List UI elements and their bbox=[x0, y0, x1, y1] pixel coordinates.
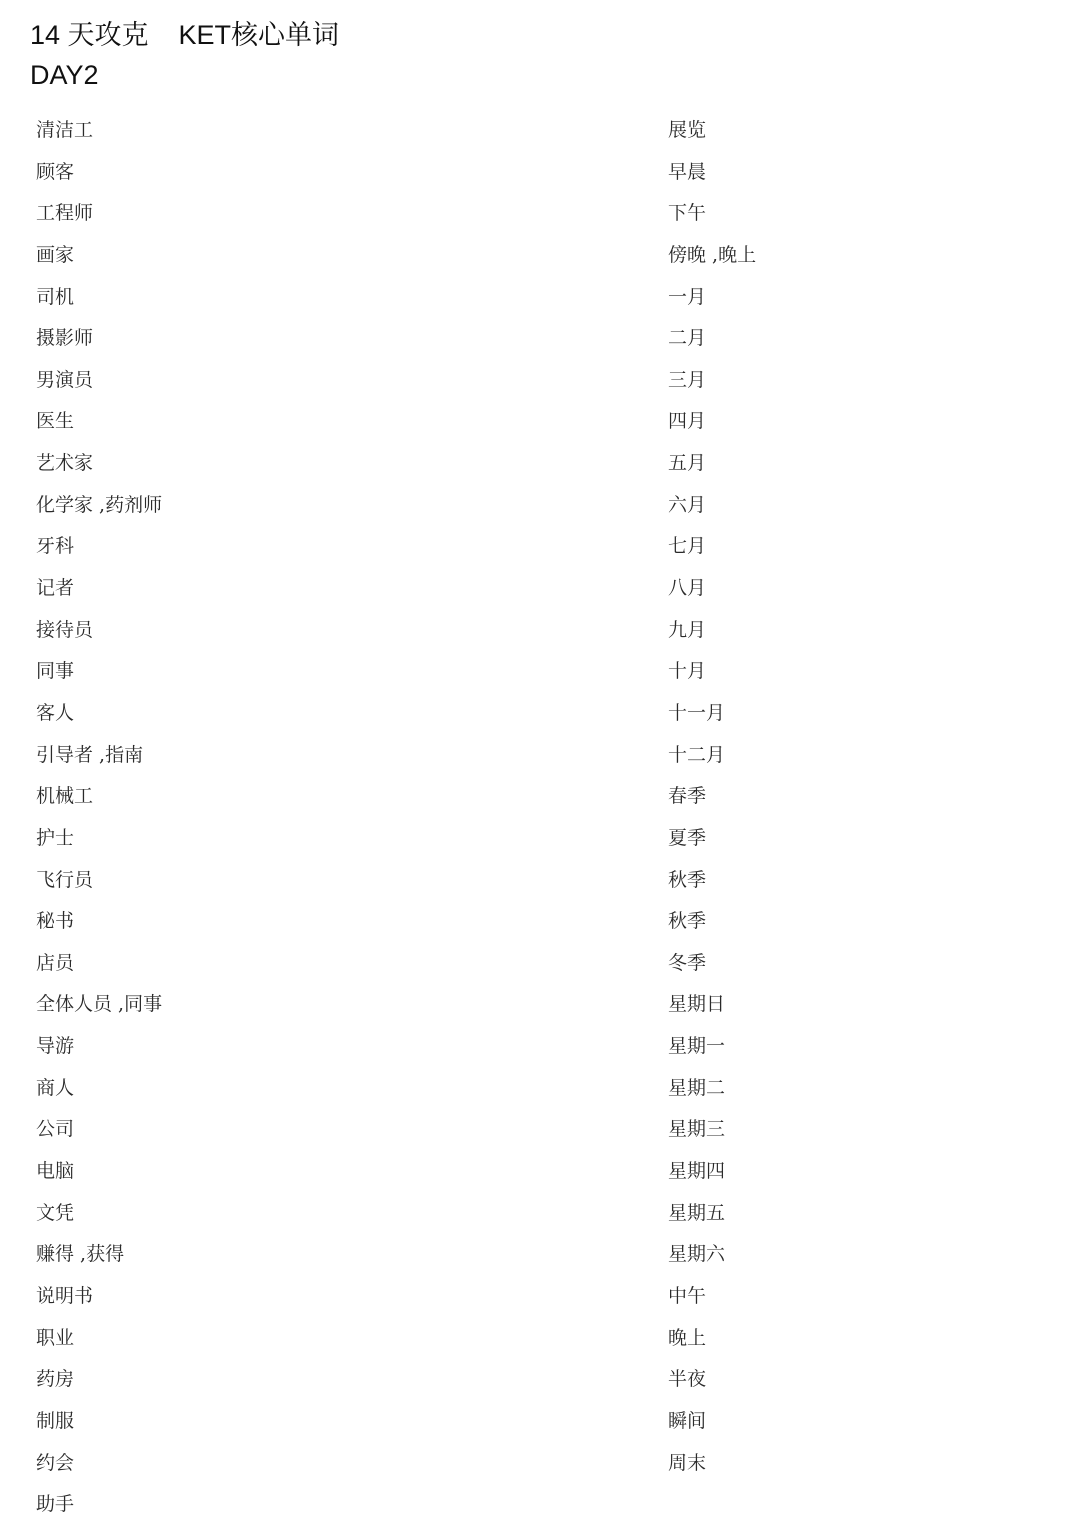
word-item: 星期六 bbox=[668, 1243, 726, 1266]
word-item: 三月 bbox=[668, 368, 707, 391]
word-item: 晚上 bbox=[668, 1326, 707, 1349]
word-item: 男演员 bbox=[36, 368, 94, 391]
word-item: 冬季 bbox=[668, 951, 707, 974]
word-item: 周末 bbox=[668, 1451, 707, 1474]
word-item: 星期日 bbox=[668, 993, 726, 1016]
word-item: 星期五 bbox=[668, 1201, 726, 1224]
word-item: 半夜 bbox=[668, 1368, 707, 1391]
word-item: 二月 bbox=[668, 327, 707, 350]
word-item: 记者 bbox=[36, 577, 75, 600]
word-item: 药房 bbox=[36, 1368, 75, 1391]
word-item: 助手 bbox=[36, 1493, 75, 1516]
page-subtitle: DAY2 bbox=[30, 60, 99, 90]
word-item: 顾客 bbox=[36, 160, 75, 183]
word-item: 商人 bbox=[36, 1076, 75, 1099]
word-item: 展览 bbox=[668, 119, 707, 141]
word-item: 下午 bbox=[668, 202, 707, 225]
word-item: 傍晚 ,晚上 bbox=[668, 243, 757, 266]
word-item: 画家 bbox=[36, 243, 75, 266]
word-item: 约会 bbox=[36, 1451, 75, 1474]
word-item: 同事 bbox=[36, 660, 75, 683]
word-item: 秋季 bbox=[668, 868, 707, 891]
word-item: 一月 bbox=[668, 285, 707, 308]
word-item: 瞬间 bbox=[668, 1409, 707, 1432]
word-item: 七月 bbox=[668, 535, 707, 558]
word-item: 护士 bbox=[36, 826, 75, 849]
word-item: 飞行员 bbox=[36, 868, 94, 891]
word-item: 中午 bbox=[668, 1284, 707, 1307]
word-list-left bbox=[36, 110, 162, 1526]
word-item: 十月 bbox=[668, 660, 707, 683]
word-item: 清洁工 bbox=[36, 119, 94, 141]
word-item: 制服 bbox=[36, 1409, 75, 1432]
word-item: 文凭 bbox=[36, 1201, 75, 1224]
word-item: 九月 bbox=[668, 618, 707, 641]
word-item: 五月 bbox=[668, 452, 707, 475]
word-item: 全体人员 ,同事 bbox=[36, 993, 163, 1016]
word-item: 十一月 bbox=[668, 701, 726, 724]
word-item: 职业 bbox=[36, 1326, 75, 1349]
word-item: 机械工 bbox=[36, 785, 94, 808]
word-item: 导游 bbox=[36, 1035, 75, 1058]
word-item: 八月 bbox=[668, 577, 707, 600]
word-item: 秘书 bbox=[36, 910, 75, 933]
word-list-right bbox=[668, 110, 756, 1484]
word-item: 秋季 bbox=[668, 910, 707, 933]
word-item: 客人 bbox=[36, 701, 75, 724]
word-item: 星期三 bbox=[668, 1118, 726, 1141]
word-item: 接待员 bbox=[36, 618, 94, 641]
word-item: 星期四 bbox=[668, 1160, 726, 1183]
word-item: 夏季 bbox=[668, 826, 707, 849]
word-item: 早晨 bbox=[668, 160, 707, 183]
word-item: 摄影师 bbox=[36, 327, 94, 350]
word-item: 医生 bbox=[36, 410, 75, 433]
word-item: 司机 bbox=[36, 285, 75, 308]
word-item: 星期二 bbox=[668, 1076, 726, 1099]
word-item: 星期一 bbox=[668, 1035, 726, 1058]
page-title: 14 天攻克 KET核心单词 bbox=[30, 20, 340, 50]
word-item: 春季 bbox=[668, 785, 707, 808]
word-item: 四月 bbox=[668, 410, 707, 433]
word-item: 十二月 bbox=[668, 743, 726, 766]
word-item: 说明书 bbox=[36, 1284, 94, 1307]
word-item: 电脑 bbox=[36, 1160, 75, 1183]
word-item: 化学家 ,药剂师 bbox=[36, 493, 163, 516]
word-item: 引导者 ,指南 bbox=[36, 743, 144, 766]
word-item: 六月 bbox=[668, 493, 707, 516]
word-item: 赚得 ,获得 bbox=[36, 1243, 125, 1266]
word-item: 牙科 bbox=[36, 535, 75, 558]
word-item: 店员 bbox=[36, 951, 75, 974]
word-item: 艺术家 bbox=[36, 452, 94, 475]
word-item: 公司 bbox=[36, 1118, 75, 1141]
word-item: 工程师 bbox=[36, 202, 94, 225]
